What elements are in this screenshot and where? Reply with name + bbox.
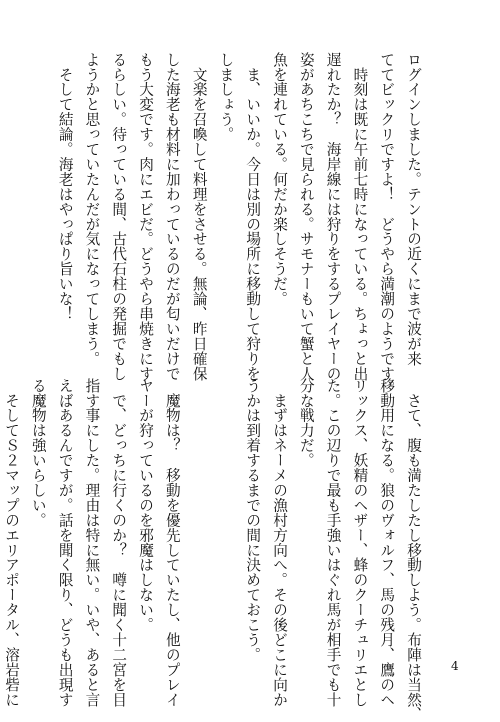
body-text-top bbox=[51, 52, 426, 396]
text-line: 文楽を召喚して料理をさせる。無論、昨日確保 bbox=[190, 52, 208, 381]
text-line: るらしい。待っている間、古代石柱の発掘でもし bbox=[110, 52, 128, 381]
text-line: 時刻は既に午前七時になっている。ちょっと出 bbox=[351, 52, 369, 381]
text-line: えばあるんですが。話を聞く限り、どうも出現す bbox=[56, 378, 74, 707]
blank-line bbox=[212, 378, 239, 670]
text-line: まずはネーメの漁村方向へ。その後どこに向か bbox=[271, 378, 289, 707]
text-line: 移動用になる。狼のヴォルフ、馬の残月、鷹のヘ bbox=[378, 378, 396, 707]
text-line: 遅れたか？ 海岸線には狩りをするプレイヤーの bbox=[324, 52, 342, 381]
text-line: そしてＳ２マップのエリアポータル、溶岩砦に bbox=[3, 378, 21, 707]
blank-line bbox=[185, 378, 212, 670]
text-line: 姿があちこちで見られる。サモナーもいて蟹と人 bbox=[297, 52, 315, 381]
text-line: る魔物は強いらしい。 bbox=[29, 378, 47, 528]
text-line: で、どっちに行くのか？ 噂に聞く十二宮を目 bbox=[110, 378, 128, 707]
text-line: ててビックリですよ！ どうやら満潮のようです。 bbox=[378, 52, 396, 396]
text-line: ようかと思っていたんだが気になってしまう。 bbox=[83, 52, 101, 366]
text-line: さて、腹も満たしたし移動しよう。布陣は当然、 bbox=[405, 378, 422, 722]
text-line: しましょう。 bbox=[217, 52, 235, 142]
text-line: ログインしました。テントの近くにまで波が来 bbox=[405, 52, 422, 366]
page-number: 4 bbox=[451, 659, 459, 673]
text-line: 指す事にした。理由は特に無い。いや、あると言 bbox=[83, 378, 101, 707]
body-text-bottom bbox=[0, 378, 426, 722]
text-line: した海老も材料に加わっているのだが匂いだけで bbox=[163, 52, 181, 381]
text-line: 分な戦力だ。 bbox=[297, 378, 315, 468]
text-line: ヤーが狩っているのを邪魔はしない。 bbox=[137, 378, 155, 633]
text-line: 魚を連れている。何だか楽しそうだ。 bbox=[271, 52, 289, 307]
text-line: た。この辺りで最も手強いはぐれ馬が相手でも十 bbox=[324, 378, 342, 707]
text-line: もう大変です。肉にエビだ。どうやら串焼きにす bbox=[137, 52, 155, 381]
text-line: うかは到着するまでの間に決めておこう。 bbox=[244, 378, 262, 663]
text-line: そして結論。海老はやっぱり旨いな！ bbox=[56, 52, 74, 322]
text-line: 魔物は？ 移動を優先していたし、他のプレイ bbox=[163, 378, 181, 707]
text-line: リックス、妖精のヘザー、蜂のクーチュリエとし bbox=[351, 378, 369, 707]
text-line: ま、いいか。今日は別の場所に移動して狩りを bbox=[244, 52, 262, 381]
